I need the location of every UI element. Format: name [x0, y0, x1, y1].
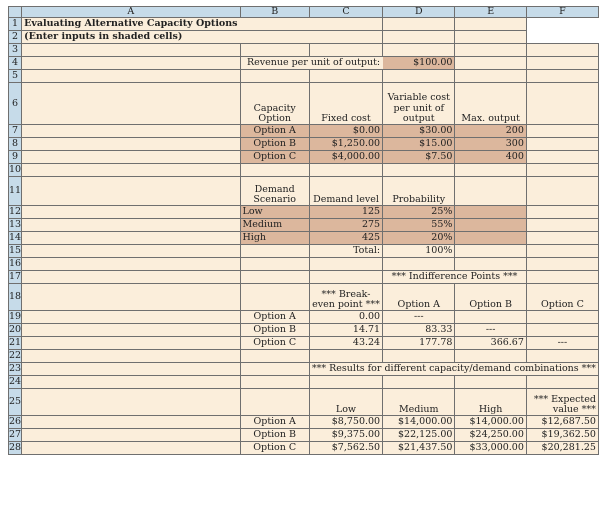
cell-a25[interactable] [22, 389, 240, 416]
select-all-corner[interactable] [9, 7, 22, 18]
row-header-14[interactable]: 14 [9, 232, 22, 244]
result-medium[interactable]: $22,125.00 [383, 429, 455, 442]
row-header-26[interactable]: 26 [9, 416, 22, 428]
column-header-row [9, 7, 599, 18]
indiff-value-a[interactable]: 177.78 [383, 337, 455, 350]
indiff-value-a[interactable]: --- [383, 311, 455, 324]
results-col-low[interactable]: Low [309, 389, 382, 416]
results-col-high[interactable]: High [455, 389, 526, 416]
cell-b10[interactable] [240, 164, 309, 177]
cell-a8[interactable] [22, 138, 240, 151]
indiff-row-label[interactable]: Option B [240, 324, 309, 337]
row-header-13[interactable]: 13 [9, 219, 22, 231]
probability-input[interactable]: 55% [383, 219, 455, 232]
cell-f7[interactable] [526, 125, 598, 138]
row-header-12[interactable]: 12 [9, 206, 22, 218]
cell-a11[interactable] [22, 177, 240, 206]
demand-scenario-name[interactable]: Low [240, 206, 309, 219]
row-header-2[interactable]: 2 [9, 31, 22, 44]
capacity-option-header[interactable]: Capacity Option [240, 83, 309, 125]
result-low[interactable]: $7,562.50 [309, 442, 382, 455]
row-header-22[interactable]: 22 [9, 350, 22, 362]
column-header-d[interactable]: D [383, 7, 455, 18]
fixed-cost-header[interactable]: Fixed cost [309, 83, 382, 125]
cell-f10[interactable] [526, 164, 598, 177]
cell-b16[interactable] [240, 258, 309, 271]
revenue-input[interactable]: $100.00 [383, 57, 455, 70]
demand-scenario-name[interactable]: High [240, 232, 309, 245]
row-header-11[interactable]: 11 [9, 177, 22, 206]
sheet-title[interactable]: Evaluating Alternative Capacity Options [22, 18, 240, 31]
cell-a23[interactable] [22, 363, 240, 376]
expected-value[interactable]: $20,281.25 [526, 442, 598, 455]
cell-b23[interactable] [240, 363, 309, 376]
result-high[interactable]: $14,000.00 [455, 416, 526, 429]
cell-f16[interactable] [526, 258, 598, 271]
row-header-23[interactable]: 23 [9, 363, 22, 375]
indiff-value-b[interactable]: --- [455, 324, 526, 337]
spreadsheet-grid [8, 6, 599, 455]
probability-header[interactable]: Probability [383, 177, 455, 206]
cell-c17[interactable] [309, 271, 382, 284]
result-low[interactable]: $9,375.00 [309, 429, 382, 442]
demand-level-input[interactable]: 425 [309, 232, 382, 245]
row-header-20[interactable]: 20 [9, 324, 22, 336]
option-name-cell[interactable]: Option B [240, 138, 309, 151]
cell-b25[interactable] [240, 389, 309, 416]
results-col-medium[interactable]: Medium [383, 389, 455, 416]
row-header-25[interactable]: 25 [9, 389, 22, 416]
indiff-col-option-c[interactable]: Option C [526, 284, 598, 311]
variable-cost-input[interactable]: $7.50 [383, 151, 455, 164]
cell-f8[interactable] [526, 138, 598, 151]
cell-e5[interactable] [455, 70, 526, 83]
column-header-a[interactable]: A [22, 7, 240, 18]
cell-a13[interactable] [22, 219, 240, 232]
cell-b3[interactable] [240, 44, 309, 57]
cell-e24[interactable] [455, 376, 526, 389]
indiff-value-b[interactable] [455, 311, 526, 324]
results-row-label[interactable]: Option B [240, 429, 309, 442]
cell-a19[interactable] [22, 311, 240, 324]
cell-f4[interactable] [526, 57, 598, 70]
max-output-header[interactable]: Max. output [455, 83, 526, 125]
row-header-10[interactable]: 10 [9, 164, 22, 176]
column-header-c[interactable]: C [309, 7, 382, 18]
cell-f17[interactable] [526, 271, 598, 284]
fixed-cost-input[interactable]: $1,250.00 [309, 138, 382, 151]
cell-f5[interactable] [526, 70, 598, 83]
cell-d2[interactable] [309, 31, 382, 44]
cell-c10[interactable] [309, 164, 382, 177]
probability-input[interactable]: 25% [383, 206, 455, 219]
row-header-4[interactable]: 4 [9, 57, 22, 70]
results-row-label[interactable]: Option A [240, 416, 309, 429]
indiff-value-c[interactable] [526, 311, 598, 324]
results-title[interactable]: *** Results for different capacity/demand combinations *** [309, 363, 598, 376]
sheet-subtitle[interactable]: (Enter inputs in shaded cells) [22, 31, 240, 44]
cell-a12[interactable] [22, 206, 240, 219]
row-header-19[interactable]: 19 [9, 311, 22, 323]
row-header-3[interactable]: 3 [9, 44, 22, 57]
cell-f9[interactable] [526, 151, 598, 164]
cell-a3[interactable] [22, 44, 240, 57]
cell-c16[interactable] [309, 258, 382, 271]
fixed-cost-input[interactable]: $4,000.00 [309, 151, 382, 164]
probability-input[interactable]: 20% [383, 232, 455, 245]
results-row-label[interactable]: Option C [240, 442, 309, 455]
result-high[interactable]: $24,250.00 [455, 429, 526, 442]
row-header-17[interactable]: 17 [9, 271, 22, 283]
demand-level-input[interactable]: 275 [309, 219, 382, 232]
cell-a28[interactable] [22, 442, 240, 455]
max-output-input[interactable]: 200 [455, 125, 526, 138]
cell-f6[interactable] [526, 83, 598, 125]
indiff-col-option-b[interactable]: Option B [455, 284, 526, 311]
cell-a16[interactable] [22, 258, 240, 271]
row-header-7[interactable]: 7 [9, 125, 22, 138]
cell-e16[interactable] [455, 258, 526, 271]
row-header-15[interactable]: 15 [9, 245, 22, 257]
cell-d1[interactable] [309, 18, 382, 31]
cell-a10[interactable] [22, 164, 240, 177]
column-header-f[interactable]: F [526, 7, 598, 18]
cell-a6[interactable] [22, 83, 240, 125]
cell-a14[interactable] [22, 232, 240, 245]
cell-f11[interactable] [526, 177, 598, 206]
option-name-cell[interactable]: Option C [240, 151, 309, 164]
cell-a15[interactable] [22, 245, 240, 258]
cell-f24[interactable] [526, 376, 598, 389]
cell-f14[interactable] [526, 232, 598, 245]
cell-a24[interactable] [22, 376, 240, 389]
demand-scenario-name[interactable]: Medium [240, 219, 309, 232]
cell-e11[interactable] [455, 177, 526, 206]
cell-d5[interactable] [383, 70, 455, 83]
cell-d3[interactable] [383, 44, 455, 57]
expected-value[interactable]: $19,362.50 [526, 429, 598, 442]
variable-cost-input[interactable]: $30.00 [383, 125, 455, 138]
expected-value[interactable]: $12,687.50 [526, 416, 598, 429]
cell-c24[interactable] [309, 376, 382, 389]
cell-c2[interactable] [240, 31, 309, 44]
cell-f22[interactable] [526, 350, 598, 363]
row-header-8[interactable]: 8 [9, 138, 22, 151]
row-header-18[interactable]: 18 [9, 284, 22, 311]
cell-c3[interactable] [309, 44, 382, 57]
max-output-input[interactable]: 300 [455, 138, 526, 151]
demand-level-input[interactable]: 125 [309, 206, 382, 219]
break-even-value[interactable]: 14.71 [309, 324, 382, 337]
revenue-label[interactable]: Revenue per unit of output: [240, 57, 383, 70]
cell-c5[interactable] [309, 70, 382, 83]
cell-b5[interactable] [240, 70, 309, 83]
expected-value-header[interactable]: *** Expected value *** [526, 389, 598, 416]
cell-b17[interactable] [240, 271, 309, 284]
cell-a7[interactable] [22, 125, 240, 138]
cell-e12[interactable] [455, 206, 526, 219]
column-header-e[interactable]: E [455, 7, 526, 18]
cell-d22[interactable] [383, 350, 455, 363]
indiff-value-a[interactable]: 83.33 [383, 324, 455, 337]
max-output-input[interactable]: 400 [455, 151, 526, 164]
total-label[interactable]: Total: [309, 245, 382, 258]
break-even-value[interactable]: 43.24 [309, 337, 382, 350]
row-header-16[interactable]: 16 [9, 258, 22, 270]
cell-e2[interactable] [383, 31, 455, 44]
variable-cost-header[interactable]: Variable cost per unit of output [383, 83, 455, 125]
cell-b18[interactable] [240, 284, 309, 311]
fixed-cost-input[interactable]: $0.00 [309, 125, 382, 138]
variable-cost-input[interactable]: $15.00 [383, 138, 455, 151]
cell-a26[interactable] [22, 416, 240, 429]
cell-a20[interactable] [22, 324, 240, 337]
result-low[interactable]: $8,750.00 [309, 416, 382, 429]
break-even-header[interactable]: *** Break-even point *** [309, 284, 382, 311]
indiff-value-c[interactable] [526, 324, 598, 337]
cell-f12[interactable] [526, 206, 598, 219]
row-header-1[interactable]: 1 [9, 18, 22, 31]
option-name-cell[interactable]: Option A [240, 125, 309, 138]
cell-a22[interactable] [22, 350, 240, 363]
cell-e3[interactable] [455, 44, 526, 57]
cell-a5[interactable] [22, 70, 240, 83]
cell-f1[interactable] [455, 18, 526, 31]
result-medium[interactable]: $21,437.50 [383, 442, 455, 455]
row-header-21[interactable]: 21 [9, 337, 22, 349]
probability-total[interactable]: 100% [383, 245, 455, 258]
demand-scenario-header[interactable]: Demand Scenario [240, 177, 309, 206]
cell-f15[interactable] [526, 245, 598, 258]
cell-e10[interactable] [455, 164, 526, 177]
cell-f3[interactable] [526, 44, 598, 57]
cell-c1[interactable] [240, 18, 309, 31]
cell-e13[interactable] [455, 219, 526, 232]
cell-a4[interactable] [22, 57, 240, 70]
cell-f13[interactable] [526, 219, 598, 232]
cell-e22[interactable] [455, 350, 526, 363]
cell-b22[interactable] [240, 350, 309, 363]
result-medium[interactable]: $14,000.00 [383, 416, 455, 429]
result-high[interactable]: $33,000.00 [455, 442, 526, 455]
cell-d10[interactable] [383, 164, 455, 177]
cell-c22[interactable] [309, 350, 382, 363]
row-header-24[interactable]: 24 [9, 376, 22, 388]
indiff-value-c[interactable]: --- [526, 337, 598, 350]
cell-a9[interactable] [22, 151, 240, 164]
cell-d16[interactable] [383, 258, 455, 271]
indiff-col-option-a[interactable]: Option A [383, 284, 455, 311]
break-even-value[interactable]: 0.00 [309, 311, 382, 324]
row-header-6[interactable]: 6 [9, 83, 22, 125]
cell-e15[interactable] [455, 245, 526, 258]
row-header-28[interactable]: 28 [9, 442, 22, 454]
cell-a21[interactable] [22, 337, 240, 350]
cell-e4[interactable] [455, 57, 526, 70]
indiff-row-label[interactable]: Option A [240, 311, 309, 324]
row-header-5[interactable]: 5 [9, 70, 22, 83]
cell-b15[interactable] [240, 245, 309, 258]
cell-a18[interactable] [22, 284, 240, 311]
cell-a17[interactable] [22, 271, 240, 284]
row-header-27[interactable]: 27 [9, 429, 22, 441]
cell-e14[interactable] [455, 232, 526, 245]
indifference-points-title[interactable]: *** Indifference Points *** [383, 271, 527, 284]
indiff-row-label[interactable]: Option C [240, 337, 309, 350]
cell-d24[interactable] [383, 376, 455, 389]
cell-e1[interactable] [383, 18, 455, 31]
cell-f2[interactable] [455, 31, 526, 44]
cell-a27[interactable] [22, 429, 240, 442]
cell-b24[interactable] [240, 376, 309, 389]
demand-level-header[interactable]: Demand level [309, 177, 382, 206]
row-header-9[interactable]: 9 [9, 151, 22, 164]
indiff-value-b[interactable]: 366.67 [455, 337, 526, 350]
column-header-b[interactable]: B [240, 7, 309, 18]
